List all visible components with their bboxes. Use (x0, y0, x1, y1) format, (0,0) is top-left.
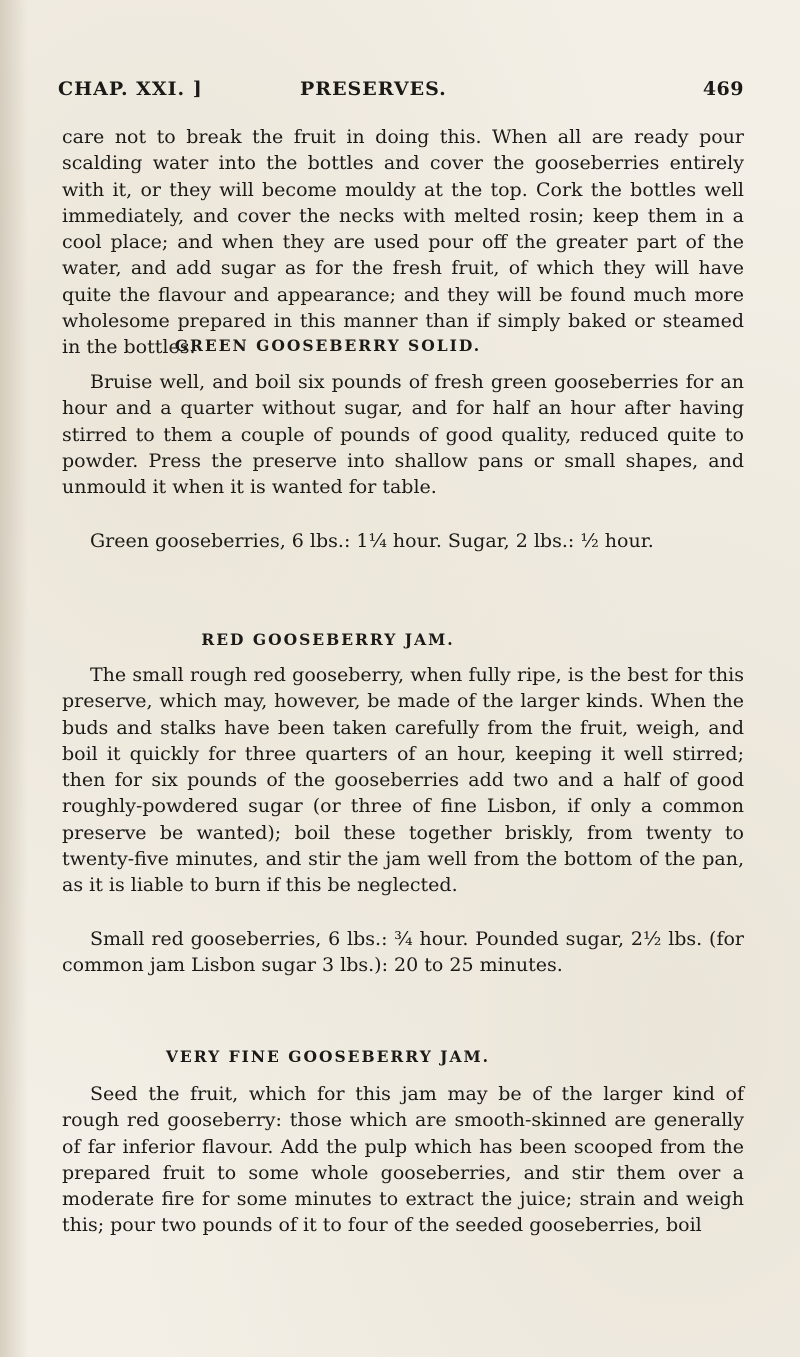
recipe-summary-red-jam: Small red gooseberries, 6 lbs.: ¾ hour. Pounded sugar, 2½ lbs. (for common jam Lisbon sugar 3 lbs.): 20 to 25 minutes. (62, 928, 744, 977)
page-number: 469 (702, 78, 744, 100)
section-title: PRESERVES. (300, 78, 447, 100)
recipe-heading-green-solid: GREEN GOOSEBERRY SOLID. (174, 336, 482, 355)
continuation-paragraph: care not to break the fruit in doing this. When all are ready pour scalding water into the bottles and cover the gooseberries entirely with it, or they will become mouldy at the top. Cork the bottles well immediately, and cover the necks with melted rosin; keep them in a cool place; and when they are used pour off the greater part of the water, and add sugar as for the fresh fruit, of which they will have quite the flavour and appearance; and they will be found much more wholesome prepared in this manner than if simply baked or steamed in the bottles. (62, 126, 744, 359)
recipe-heading-red-jam: RED GOOSEBERRY JAM. (201, 630, 455, 649)
chapter-label: CHAP. XXI. ] (58, 78, 203, 100)
page-edge-shadow (0, 0, 28, 1357)
recipe-body-fine-jam: Seed the fruit, which for this jam may be of the larger kind of rough red gooseberry: those which are smooth-skinned are generally of far inferior flavour. Add the pulp which has been scooped from the prepared fruit to some whole gooseberries, and stir them over a moderate fire for some minutes to extract the juice; strain and weigh this; pour two pounds of it to four of the seeded gooseberries, boil (62, 1083, 744, 1237)
recipe-summary-green-solid: Green gooseberries, 6 lbs.: 1¼ hour. Sugar, 2 lbs.: ½ hour. (90, 530, 654, 552)
recipe-heading-fine-jam: VERY FINE GOOSEBERRY JAM. (165, 1047, 491, 1066)
recipe-body-red-jam: The small rough red gooseberry, when fully ripe, is the best for this preserve, which may, however, be made of the larger kinds. When the buds and stalks have been taken carefully from the fruit, weigh, and boil it quickly for three quarters of an hour, keeping it well stirred; then for six pounds of the gooseberries add two and a half of good roughly-powdered sugar (or three of fine Lisbon, if only a common preserve be wanted); boil these together briskly, from twenty to twenty-five minutes, and stir the jam well from the bottom of the pan, as it is liable to burn if this be neglected. (62, 664, 744, 897)
running-header (58, 78, 744, 110)
recipe-body-green-solid: Bruise well, and boil six pounds of fresh green gooseberries for an hour and a quarter without sugar, and for half an hour after having stirred to them a couple of pounds of good quality, reduced quite to powder. Press the preserve into shallow pans or small shapes, and unmould it when it is wanted for table. (62, 371, 744, 499)
